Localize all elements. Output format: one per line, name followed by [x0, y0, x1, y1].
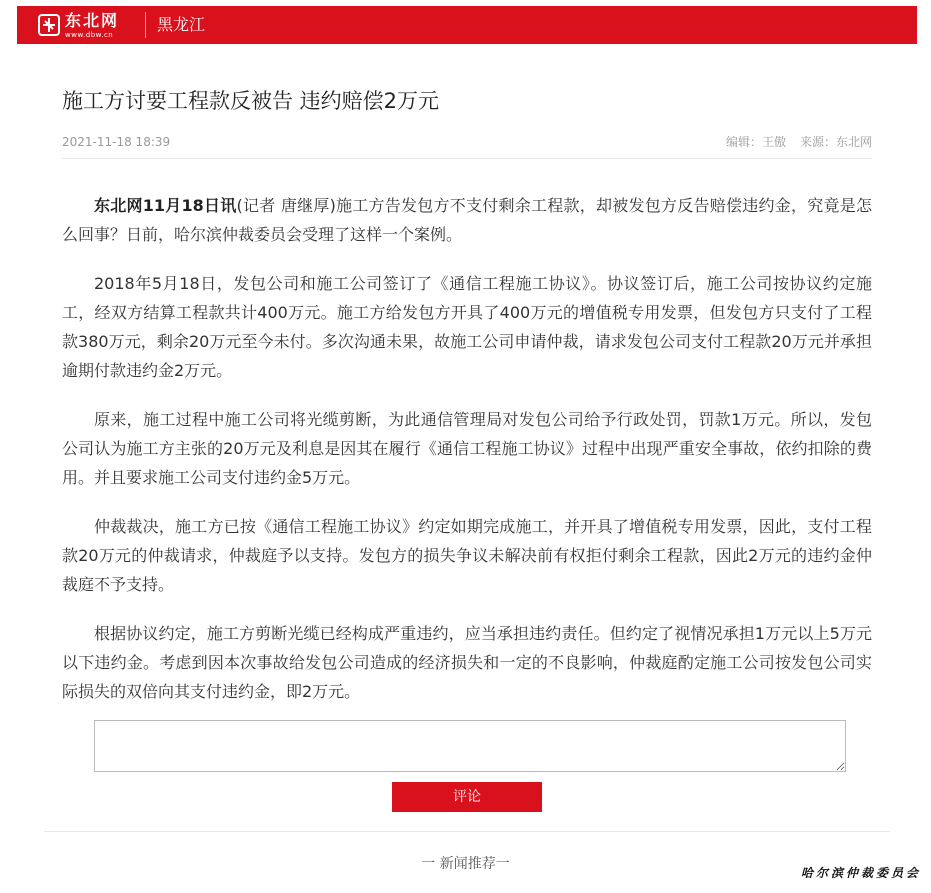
- meta-divider: [62, 158, 872, 159]
- article-paragraph: [62, 191, 872, 249]
- site-logo[interactable]: [37, 10, 157, 40]
- article-title: 施工方讨要工程款反被告 违约赔偿2万元: [62, 89, 440, 113]
- paragraph-text: 原来，施工过程中施工公司将光缆剪断，为此通信管理局对发包公司给予行政处罚，罚款1万元。所以，发包公司认为施工方主张的20万元及利息是因其在履行《通信工程施工协议》过程中出现严重安全事故，依约扣除的费用。并且要求施工公司支付违约金5万元。: [62, 410, 872, 487]
- article-paragraph: [62, 405, 872, 492]
- comment-input[interactable]: [94, 720, 846, 772]
- article-meta: [712, 134, 872, 150]
- publish-date: 2021-11-18 18:39: [62, 135, 171, 149]
- article-paragraph: [62, 269, 872, 385]
- logo-text: 东北网: [65, 11, 120, 30]
- paragraph-text: (记者 唐继厚)施工方告发包方不支付剩余工程款，却被发包方反告赔偿违约金，究竟是怎么回事？日前，哈尔滨仲裁委员会受理了这样一个案例。: [62, 196, 872, 244]
- dateline: 东北网11月18日讯: [94, 196, 237, 215]
- region-link[interactable]: 黑龙江: [157, 15, 206, 34]
- paragraph-text: 仲裁裁决，施工方已按《通信工程施工协议》约定如期完成施工，并开具了增值税专用发票，因此，支付工程款20万元的仲裁请求，仲裁庭予以支持。发包方的损失争议未解决前有权拒付剩余工程款，因此2万元的违约金仲裁庭不予支持。: [62, 517, 872, 594]
- paragraph-text: 2018年5月18日，发包公司和施工公司签订了《通信工程施工协议》。协议签订后，施工公司按协议约定施工，经双方结算工程款共计400万元。施工方给发包方开具了400万元的增值税专用发票，但发包方只支付了工程款380万元，剩余20万元至今未付。多次沟通未果，故施工公司申请仲裁，请求发包公司支付工程款20万元并承担逾期付款违约金2万元。: [62, 274, 872, 380]
- paragraph-text: 根据协议约定，施工方剪断光缆已经构成严重违约，应当承担违约责任。但约定了视情况承担1万元以上5万元以下违约金。考虑到因本次事故给发包公司造成的经济损失和一定的不良影响，仲裁庭酌定施工公司按发包公司实际损失的双倍向其支付违约金，即2万元。: [62, 624, 872, 701]
- logo-url: www.dbw.cn: [65, 31, 114, 39]
- editor-label: 编辑：王傲: [725, 135, 786, 149]
- comment-submit-button[interactable]: 评论: [392, 782, 542, 812]
- logo-emblem-icon: [37, 13, 61, 37]
- nav-divider: [145, 12, 146, 38]
- article-paragraph: [62, 512, 872, 599]
- news-recommend-heading: 一 新闻推荐一: [421, 856, 510, 872]
- watermark-text: 哈尔滨仲裁委员会: [800, 866, 921, 880]
- article-paragraph: [62, 619, 872, 706]
- source-label: 来源：东北网: [799, 135, 872, 149]
- article-body: [62, 191, 872, 726]
- top-nav-bar: [17, 6, 917, 44]
- section-divider: [44, 831, 890, 832]
